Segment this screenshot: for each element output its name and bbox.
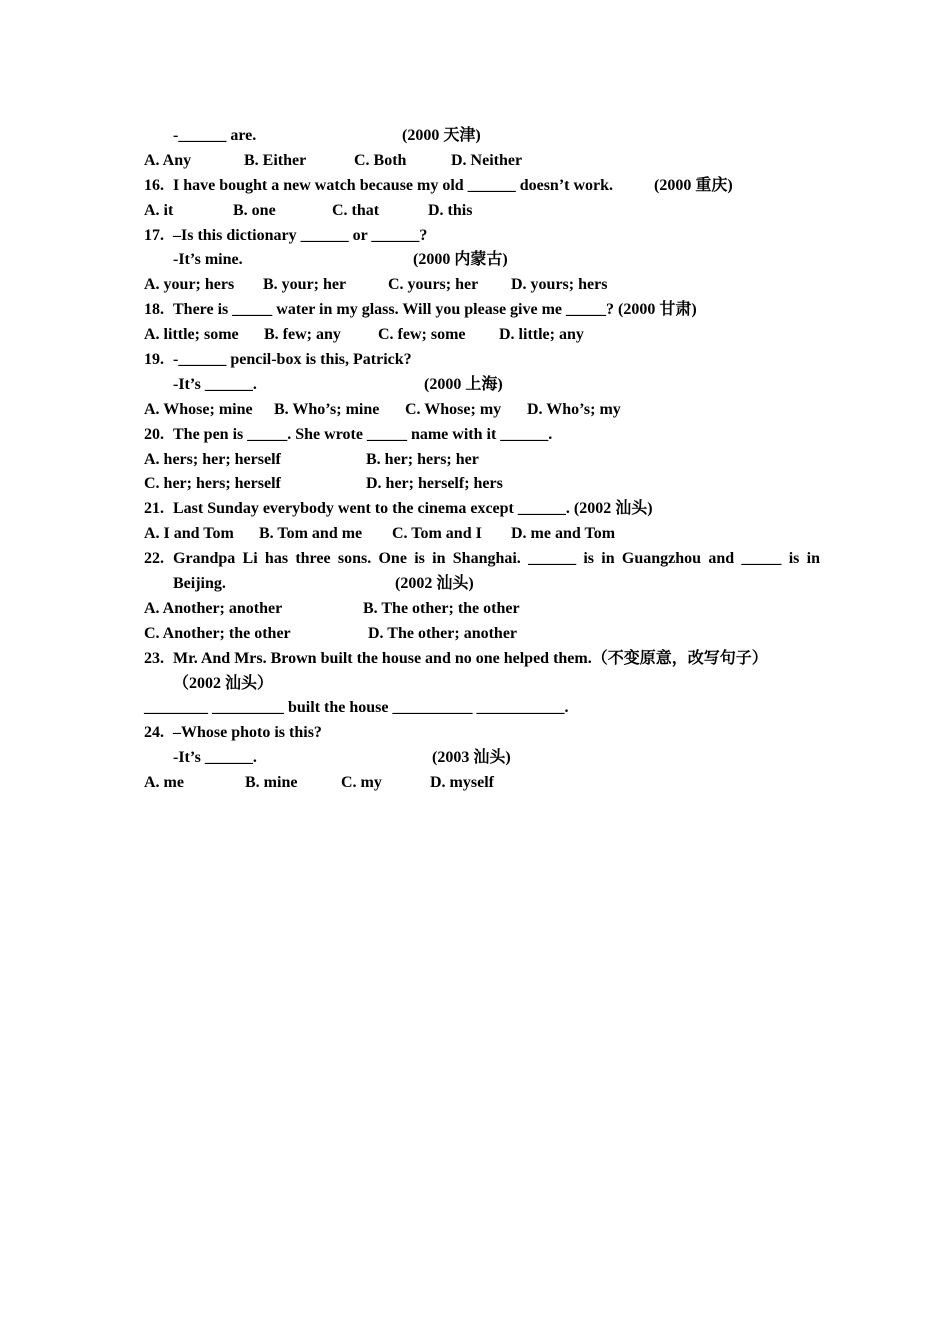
question-17-answer-line <box>144 248 820 273</box>
option-b: B. her; hers; her <box>366 450 479 468</box>
question-17 <box>144 224 820 249</box>
question-24 <box>144 721 820 746</box>
option-b: B. Tom and me <box>259 525 363 543</box>
question-number: 17. <box>144 226 164 244</box>
question-number: 21. <box>144 500 164 518</box>
option-c: C. few; some <box>378 326 466 344</box>
question-16 <box>144 174 820 199</box>
question-18 <box>144 298 820 323</box>
option-b: B. Who’s; mine <box>274 400 380 418</box>
question-text: –Whose photo is this? <box>173 724 322 742</box>
question-text: The pen is _____. She wrote _____ name with it ______. <box>173 425 553 443</box>
option-c: C. my <box>341 774 382 792</box>
question-number: 18. <box>144 301 164 319</box>
question-text: I have bought a new watch because my old ______ doesn’t work. <box>173 176 614 194</box>
question-number: 16. <box>144 176 164 194</box>
question-15-answer-text: -______ are. <box>173 127 257 144</box>
option-d: D. me and Tom <box>511 525 616 543</box>
question-22-options-row-2 <box>144 622 820 647</box>
option-d: D. Who’s; my <box>527 400 621 418</box>
question-15-options <box>144 149 820 174</box>
option-c: C. that <box>332 201 380 219</box>
option-c: C. Both <box>354 151 407 169</box>
option-b: B. mine <box>245 774 298 792</box>
question-source: (2000 内蒙古) <box>413 251 508 269</box>
option-b: B. few; any <box>264 326 341 344</box>
question-22 <box>144 547 820 572</box>
question-text: There is _____ water in my glass. Will you please give me _____? (2000 甘肃) <box>173 301 697 319</box>
option-d: D. this <box>428 201 473 219</box>
question-24-answer-line <box>144 746 820 771</box>
question-20-options-row-2 <box>144 472 820 497</box>
option-d: D. yours; hers <box>511 276 608 294</box>
question-16-options <box>144 199 820 224</box>
option-d: D. her; herself; hers <box>366 475 503 493</box>
question-number: 20. <box>144 425 164 443</box>
question-source: (2000 上海) <box>424 375 503 393</box>
option-c: C. her; hers; herself <box>144 475 281 493</box>
question-19-options <box>144 398 820 423</box>
option-d: D. Neither <box>451 151 523 169</box>
question-18-options <box>144 323 820 348</box>
question-17-options <box>144 273 820 298</box>
option-a: A. hers; her; herself <box>144 450 281 468</box>
option-c: C. Tom and I <box>392 525 482 543</box>
question-15-answer-line <box>144 124 820 149</box>
answer-text: -It’s ______. <box>173 749 257 767</box>
question-number: 22. <box>144 550 164 568</box>
question-source: (2000 重庆) <box>654 176 733 194</box>
option-a: A. I and Tom <box>144 525 234 543</box>
question-text: Mr. And Mrs. Brown built the house and no one helped them.（不变原意，改写句子） <box>173 649 768 667</box>
option-c: C. Another; the other <box>144 624 291 642</box>
question-number: 23. <box>144 649 164 667</box>
question-source: (2002 汕头) <box>395 575 474 593</box>
option-c: C. Whose; my <box>405 400 502 418</box>
question-21 <box>144 497 820 522</box>
question-text: –Is this dictionary ______ or ______? <box>173 226 428 244</box>
question-text-continued: Beijing. <box>173 575 226 593</box>
option-b: B. The other; the other <box>363 599 520 617</box>
option-a: A. Another; another <box>144 599 283 617</box>
question-23-source <box>144 672 820 697</box>
option-a: A. Any <box>144 151 192 169</box>
question-22-continuation <box>144 572 820 597</box>
option-d: D. myself <box>430 774 494 792</box>
question-text: Grandpa Li has three sons. One is in Shanghai. ______ is in Guangzhou and _____ is in <box>173 550 820 568</box>
question-23 <box>144 647 820 672</box>
question-22-options-row-1 <box>144 597 820 622</box>
option-a: A. it <box>144 201 174 219</box>
question-19-answer-line <box>144 373 820 398</box>
option-d: D. The other; another <box>368 624 518 642</box>
answer-text: -It’s ______. <box>173 375 257 393</box>
exercise-page <box>144 124 820 796</box>
option-b: B. Either <box>244 151 307 169</box>
option-a: A. little; some <box>144 326 239 344</box>
question-21-options <box>144 522 820 547</box>
question-23-answer-blank <box>144 696 820 721</box>
question-20 <box>144 423 820 448</box>
question-20-options-row-1 <box>144 448 820 473</box>
question-source: （2002 汕头） <box>173 674 274 692</box>
question-number: 19. <box>144 351 164 369</box>
option-a: A. me <box>144 774 184 792</box>
option-d: D. little; any <box>499 326 584 344</box>
question-15-source: (2000 天津) <box>402 127 481 144</box>
option-c: C. yours; her <box>388 276 479 294</box>
answer-blank-line: ________ _________ built the house __________ ___________. <box>144 699 569 717</box>
question-19 <box>144 348 820 373</box>
option-a: A. your; hers <box>144 276 235 294</box>
option-b: B. one <box>233 201 276 219</box>
question-24-options <box>144 771 820 796</box>
answer-text: -It’s mine. <box>173 251 243 269</box>
question-number: 24. <box>144 724 164 742</box>
question-source: (2003 汕头) <box>432 749 511 767</box>
question-text: Last Sunday everybody went to the cinema except ______. (2002 汕头) <box>173 500 653 518</box>
option-b: B. your; her <box>263 276 347 294</box>
question-text: -______ pencil-box is this, Patrick? <box>173 351 412 369</box>
option-a: A. Whose; mine <box>144 400 253 418</box>
